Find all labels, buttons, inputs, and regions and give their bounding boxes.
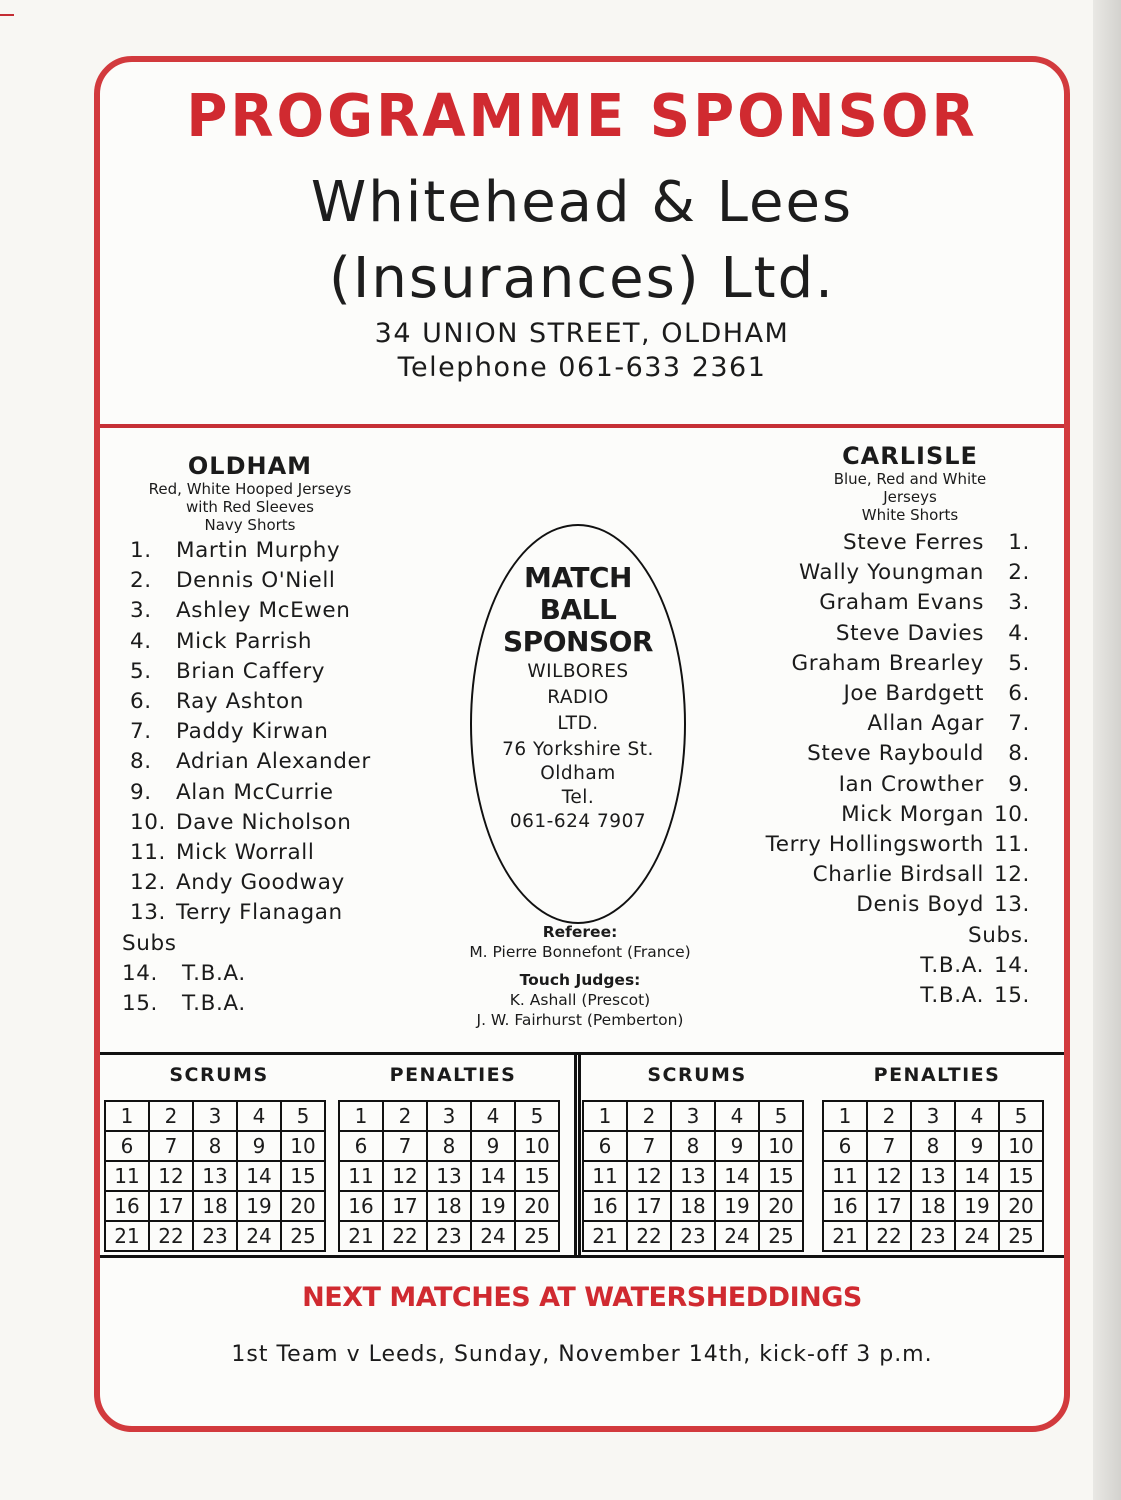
tally-row bbox=[583, 1101, 803, 1131]
tally-rule bbox=[100, 1052, 1064, 1055]
home-player-name: Mick Parrish bbox=[176, 628, 313, 654]
match-ball-sponsor-oval bbox=[470, 524, 686, 924]
home-kit-line3: Navy Shorts bbox=[204, 516, 296, 534]
away-team-name: CARLISLE bbox=[842, 442, 978, 470]
away-player-name: Steve Ferres bbox=[843, 530, 984, 555]
tally-cell[interactable]: 12 bbox=[627, 1161, 671, 1191]
tally-cell[interactable]: 17 bbox=[867, 1191, 911, 1221]
home-sub-row bbox=[122, 961, 246, 991]
tally-cell[interactable]: 21 bbox=[583, 1221, 627, 1251]
tally-cell[interactable]: 15 bbox=[515, 1161, 559, 1191]
tally-cell[interactable]: 5 bbox=[281, 1101, 325, 1131]
tally-cell[interactable]: 24 bbox=[955, 1221, 999, 1251]
away-player-number: 6. bbox=[1008, 681, 1030, 706]
tally-cell[interactable]: 7 bbox=[383, 1131, 427, 1161]
tally-cell[interactable]: 24 bbox=[471, 1221, 515, 1251]
tally-cell[interactable]: 4 bbox=[471, 1101, 515, 1131]
tally-rule bbox=[100, 1255, 1064, 1258]
tally-cell[interactable]: 19 bbox=[715, 1191, 759, 1221]
tally-row bbox=[823, 1191, 1043, 1221]
away-player-name: Denis Boyd bbox=[856, 892, 984, 918]
away-kit-line2: Jerseys bbox=[883, 488, 937, 506]
company-address: 34 UNION STREET, OLDHAM bbox=[374, 318, 790, 349]
home-player-name: Ashley McEwen bbox=[176, 598, 351, 624]
tally-cell[interactable]: 2 bbox=[149, 1101, 193, 1131]
home-player-row bbox=[130, 870, 345, 900]
away-player-row bbox=[730, 681, 1030, 706]
away-player-name: Steve Davies bbox=[835, 620, 984, 646]
tally-cell[interactable]: 18 bbox=[911, 1191, 955, 1221]
away-player-name: Graham Brearley bbox=[791, 650, 984, 676]
tally-cell[interactable]: 19 bbox=[955, 1191, 999, 1221]
tally-cell[interactable]: 12 bbox=[867, 1161, 911, 1191]
tally-cell[interactable]: 11 bbox=[105, 1161, 149, 1191]
tally-cell[interactable]: 8 bbox=[427, 1131, 471, 1161]
tally-cell[interactable]: 4 bbox=[715, 1101, 759, 1131]
tally-cell[interactable]: 20 bbox=[759, 1191, 803, 1221]
home-player-number: 5. bbox=[130, 658, 152, 684]
home-scrums-grid bbox=[104, 1100, 326, 1252]
tally-cell[interactable]: 21 bbox=[823, 1221, 867, 1251]
home-player-number: 3. bbox=[130, 598, 152, 624]
tally-cell[interactable]: 4 bbox=[955, 1101, 999, 1131]
home-player-number: 11. bbox=[130, 840, 166, 865]
tally-cell[interactable]: 12 bbox=[149, 1161, 193, 1191]
away-player-name: Ian Crowther bbox=[838, 771, 984, 797]
tally-cell[interactable]: 5 bbox=[999, 1101, 1043, 1131]
away-player-row bbox=[730, 560, 1030, 585]
home-player-row bbox=[130, 568, 336, 598]
tally-cell[interactable]: 23 bbox=[671, 1221, 715, 1251]
tally-cell[interactable]: 3 bbox=[427, 1101, 471, 1131]
away-player-name: Wally Youngman bbox=[798, 560, 984, 586]
match-ball-line1: WILBORES bbox=[527, 661, 629, 682]
tally-cell[interactable]: 15 bbox=[281, 1161, 325, 1191]
match-ball-line3: LTD. bbox=[557, 713, 599, 734]
home-player-number: 12. bbox=[130, 870, 166, 896]
tally-rule bbox=[574, 1052, 577, 1255]
home-player-number: 6. bbox=[130, 689, 152, 714]
programme-sponsor-title: PROGRAMME SPONSOR bbox=[186, 82, 978, 151]
tally-cell[interactable]: 9 bbox=[715, 1131, 759, 1161]
home-player-name: Adrian Alexander bbox=[176, 749, 371, 775]
tally-cell[interactable]: 2 bbox=[383, 1101, 427, 1131]
away-player-number: 9. bbox=[1008, 771, 1030, 797]
home-player-number: 2. bbox=[130, 568, 152, 594]
touch-judge-1: K. Ashall (Prescot) bbox=[509, 991, 651, 1009]
tally-cell[interactable]: 7 bbox=[149, 1131, 193, 1161]
home-sub-number: 14. bbox=[122, 960, 158, 986]
company-name-line2: (Insurances) Ltd. bbox=[329, 246, 835, 311]
tally-cell[interactable]: 23 bbox=[193, 1221, 237, 1251]
officials-block bbox=[430, 922, 730, 1030]
company-name-line1: Whitehead & Lees bbox=[310, 170, 854, 235]
tally-cell[interactable]: 15 bbox=[759, 1161, 803, 1191]
home-sub-row bbox=[122, 991, 246, 1021]
match-ball-head3: SPONSOR bbox=[503, 625, 653, 658]
tally-row bbox=[823, 1221, 1043, 1251]
tally-cell[interactable]: 16 bbox=[339, 1191, 383, 1221]
tally-cell[interactable]: 11 bbox=[339, 1161, 383, 1191]
tally-cell[interactable]: 8 bbox=[671, 1131, 715, 1161]
header-divider bbox=[100, 424, 1064, 428]
tally-row bbox=[105, 1161, 325, 1191]
tally-cell[interactable]: 19 bbox=[237, 1191, 281, 1221]
tally-cell[interactable]: 3 bbox=[671, 1101, 715, 1131]
tally-row bbox=[823, 1161, 1043, 1191]
home-player-row bbox=[130, 659, 325, 689]
home-player-name: Mick Worrall bbox=[176, 840, 315, 865]
tally-row bbox=[339, 1191, 559, 1221]
away-player-name: Graham Evans bbox=[819, 590, 984, 616]
away-sub-row bbox=[730, 983, 1030, 1008]
away-penalties-grid bbox=[822, 1100, 1044, 1252]
tally-cell[interactable]: 22 bbox=[867, 1221, 911, 1251]
home-player-row bbox=[130, 840, 314, 870]
away-player-name: Charlie Birdsall bbox=[812, 862, 984, 888]
tally-cell[interactable]: 6 bbox=[105, 1131, 149, 1161]
tally-cell[interactable]: 14 bbox=[955, 1161, 999, 1191]
tally-cell[interactable]: 3 bbox=[911, 1101, 955, 1131]
home-kit-line1: Red, White Hooped Jerseys bbox=[148, 480, 352, 498]
tally-cell[interactable]: 14 bbox=[715, 1161, 759, 1191]
tally-cell[interactable]: 20 bbox=[515, 1191, 559, 1221]
tally-cell[interactable]: 8 bbox=[193, 1131, 237, 1161]
home-player-number: 8. bbox=[130, 749, 152, 775]
programme-frame bbox=[94, 56, 1070, 1432]
touch-judges-label: Touch Judges: bbox=[519, 971, 641, 989]
home-player-row bbox=[130, 598, 351, 628]
home-player-number: 1. bbox=[130, 538, 152, 563]
tally-cell[interactable]: 12 bbox=[383, 1161, 427, 1191]
tally-row bbox=[339, 1131, 559, 1161]
home-player-name: Brian Caffery bbox=[176, 658, 326, 684]
tally-cell[interactable]: 6 bbox=[583, 1131, 627, 1161]
away-player-number: 1. bbox=[1008, 530, 1030, 555]
home-player-number: 13. bbox=[130, 900, 166, 926]
referee-name: M. Pierre Bonnefont (France) bbox=[469, 943, 691, 961]
touch-judge-2: J. W. Fairhurst (Pemberton) bbox=[476, 1011, 684, 1029]
tally-cell[interactable]: 9 bbox=[955, 1131, 999, 1161]
away-player-number: 2. bbox=[1008, 560, 1030, 586]
home-subs-label: Subs bbox=[122, 930, 177, 956]
tally-cell[interactable]: 11 bbox=[823, 1161, 867, 1191]
away-penalties-heading: PENALTIES bbox=[873, 1064, 1001, 1086]
away-sub-number: 14. bbox=[994, 952, 1030, 978]
home-scrums-heading: SCRUMS bbox=[169, 1064, 269, 1086]
away-player-row bbox=[730, 741, 1030, 766]
tally-cell[interactable]: 21 bbox=[339, 1221, 383, 1251]
home-penalties-heading: PENALTIES bbox=[389, 1064, 517, 1086]
away-subs-label: Subs. bbox=[968, 922, 1030, 948]
tally-row bbox=[583, 1131, 803, 1161]
match-ball-line2: RADIO bbox=[547, 687, 609, 708]
tally-cell[interactable]: 10 bbox=[999, 1131, 1043, 1161]
referee-label: Referee: bbox=[542, 923, 618, 941]
tally-cell[interactable]: 18 bbox=[193, 1191, 237, 1221]
home-player-row bbox=[130, 749, 371, 779]
tally-cell[interactable]: 1 bbox=[339, 1101, 383, 1131]
home-sub-name: T.B.A. bbox=[182, 991, 246, 1016]
away-player-number: 8. bbox=[1008, 741, 1030, 767]
home-player-name: Terry Flanagan bbox=[176, 900, 343, 926]
tally-cell[interactable]: 20 bbox=[999, 1191, 1043, 1221]
home-player-row bbox=[130, 780, 334, 810]
tally-row bbox=[339, 1221, 559, 1251]
tally-row bbox=[583, 1161, 803, 1191]
home-player-row bbox=[130, 538, 340, 568]
away-player-row bbox=[730, 862, 1030, 887]
tally-cell[interactable]: 13 bbox=[671, 1161, 715, 1191]
tally-cell[interactable]: 5 bbox=[515, 1101, 559, 1131]
away-player-row bbox=[730, 621, 1030, 646]
away-player-row bbox=[730, 802, 1030, 827]
tally-row bbox=[339, 1161, 559, 1191]
away-player-row bbox=[730, 590, 1030, 615]
home-team-block bbox=[120, 452, 380, 534]
tally-cell[interactable]: 9 bbox=[471, 1131, 515, 1161]
away-player-row bbox=[730, 530, 1030, 555]
home-player-row bbox=[130, 900, 343, 930]
home-player-name: Dave Nicholson bbox=[176, 809, 352, 835]
tally-cell[interactable]: 8 bbox=[911, 1131, 955, 1161]
tally-cell[interactable]: 17 bbox=[149, 1191, 193, 1221]
tally-cell[interactable]: 20 bbox=[281, 1191, 325, 1221]
match-ball-line4: 76 Yorkshire St. bbox=[502, 739, 654, 760]
away-player-name: Joe Bardgett bbox=[843, 681, 984, 706]
home-player-row bbox=[130, 629, 312, 659]
tally-cell[interactable]: 6 bbox=[339, 1131, 383, 1161]
home-player-name: Ray Ashton bbox=[176, 689, 304, 714]
tally-cell[interactable]: 17 bbox=[627, 1191, 671, 1221]
tally-row bbox=[105, 1131, 325, 1161]
away-scrums-grid bbox=[582, 1100, 804, 1252]
home-kit-line2: with Red Sleeves bbox=[186, 498, 314, 516]
away-player-row bbox=[730, 892, 1030, 917]
home-player-row bbox=[130, 810, 352, 840]
tally-cell[interactable]: 4 bbox=[237, 1101, 281, 1131]
tally-cell[interactable]: 1 bbox=[583, 1101, 627, 1131]
match-ball-line5: Oldham bbox=[540, 763, 616, 784]
home-player-name: Alan McCurrie bbox=[176, 779, 334, 805]
home-player-number: 10. bbox=[130, 809, 166, 835]
home-sub-name: T.B.A. bbox=[182, 960, 246, 986]
tally-cell[interactable]: 13 bbox=[193, 1161, 237, 1191]
away-player-number: 3. bbox=[1008, 590, 1030, 616]
tally-cell[interactable]: 14 bbox=[471, 1161, 515, 1191]
tally-cell[interactable]: 1 bbox=[823, 1101, 867, 1131]
tally-cell[interactable]: 22 bbox=[383, 1221, 427, 1251]
corner-mark bbox=[0, 14, 14, 16]
tally-cell[interactable]: 13 bbox=[911, 1161, 955, 1191]
away-player-number: 5. bbox=[1008, 650, 1030, 676]
tally-row bbox=[823, 1131, 1043, 1161]
tally-cell[interactable]: 15 bbox=[999, 1161, 1043, 1191]
home-team-name: OLDHAM bbox=[187, 452, 313, 480]
home-player-name: Dennis O'Niell bbox=[176, 568, 336, 594]
match-ball-head2: BALL bbox=[539, 593, 617, 626]
away-player-number: 10. bbox=[994, 801, 1030, 827]
tally-cell[interactable]: 22 bbox=[149, 1221, 193, 1251]
tally-cell[interactable]: 19 bbox=[471, 1191, 515, 1221]
away-player-number: 13. bbox=[994, 892, 1030, 918]
home-player-name: Martin Murphy bbox=[176, 538, 341, 563]
tally-cell[interactable]: 24 bbox=[715, 1221, 759, 1251]
tally-cell[interactable]: 3 bbox=[193, 1101, 237, 1131]
away-sub-number: 15. bbox=[994, 983, 1030, 1008]
tally-row bbox=[105, 1191, 325, 1221]
tally-cell[interactable]: 5 bbox=[759, 1101, 803, 1131]
away-player-name: Terry Hollingsworth bbox=[765, 832, 984, 857]
home-player-row bbox=[130, 689, 304, 719]
tally-cell[interactable]: 25 bbox=[759, 1221, 803, 1251]
away-player-name: Allan Agar bbox=[867, 711, 984, 737]
tally-cell[interactable]: 11 bbox=[583, 1161, 627, 1191]
tally-cell[interactable]: 16 bbox=[105, 1191, 149, 1221]
away-sub-name: T.B.A. bbox=[920, 983, 984, 1008]
home-player-row bbox=[130, 719, 329, 749]
away-sub-row bbox=[730, 953, 1030, 978]
tally-cell[interactable]: 14 bbox=[237, 1161, 281, 1191]
away-player-row bbox=[730, 711, 1030, 736]
home-player-name: Paddy Kirwan bbox=[176, 719, 329, 745]
away-kit-line1: Blue, Red and White bbox=[833, 470, 987, 488]
away-team-block bbox=[790, 442, 1030, 524]
tally-cell[interactable]: 25 bbox=[515, 1221, 559, 1251]
tally-cell[interactable]: 13 bbox=[427, 1161, 471, 1191]
away-player-number: 7. bbox=[1008, 711, 1030, 737]
away-kit-line3: White Shorts bbox=[861, 506, 959, 524]
away-player-number: 4. bbox=[1008, 620, 1030, 646]
home-penalties-grid bbox=[338, 1100, 560, 1252]
company-telephone: Telephone 061-633 2361 bbox=[397, 352, 767, 383]
tally-cell[interactable]: 18 bbox=[427, 1191, 471, 1221]
tally-cell[interactable]: 9 bbox=[237, 1131, 281, 1161]
tally-row bbox=[105, 1221, 325, 1251]
tally-cell[interactable]: 10 bbox=[759, 1131, 803, 1161]
match-ball-head1: MATCH bbox=[524, 561, 632, 594]
tally-cell[interactable]: 24 bbox=[237, 1221, 281, 1251]
home-player-name: Andy Goodway bbox=[176, 870, 345, 896]
away-scrums-heading: SCRUMS bbox=[647, 1064, 747, 1086]
away-sub-name: T.B.A. bbox=[920, 952, 984, 978]
home-sub-number: 15. bbox=[122, 991, 158, 1016]
tally-row bbox=[583, 1191, 803, 1221]
away-player-row bbox=[730, 772, 1030, 797]
away-player-name: Mick Morgan bbox=[841, 801, 984, 827]
tally-cell[interactable]: 10 bbox=[515, 1131, 559, 1161]
tally-cell[interactable]: 21 bbox=[105, 1221, 149, 1251]
away-player-row bbox=[730, 651, 1030, 676]
home-player-number: 4. bbox=[130, 628, 152, 654]
away-player-name: Steve Raybould bbox=[807, 741, 984, 767]
match-ball-line6: Tel. bbox=[561, 787, 595, 808]
tally-cell[interactable]: 17 bbox=[383, 1191, 427, 1221]
tally-cell[interactable]: 18 bbox=[671, 1191, 715, 1221]
tally-cell[interactable]: 16 bbox=[823, 1191, 867, 1221]
tally-cell[interactable]: 2 bbox=[627, 1101, 671, 1131]
tally-row bbox=[823, 1101, 1043, 1131]
tally-cell[interactable]: 23 bbox=[427, 1221, 471, 1251]
home-player-number: 9. bbox=[130, 779, 152, 805]
tally-cell[interactable]: 6 bbox=[823, 1131, 867, 1161]
away-player-number: 11. bbox=[994, 832, 1030, 857]
tally-row bbox=[583, 1221, 803, 1251]
tally-cell[interactable]: 25 bbox=[999, 1221, 1043, 1251]
page-edge bbox=[1093, 0, 1121, 1500]
tally-cell[interactable]: 10 bbox=[281, 1131, 325, 1161]
tally-rule bbox=[578, 1052, 581, 1255]
tally-cell[interactable]: 1 bbox=[105, 1101, 149, 1131]
tally-cell[interactable]: 22 bbox=[627, 1221, 671, 1251]
tally-row bbox=[339, 1101, 559, 1131]
tally-cell[interactable]: 25 bbox=[281, 1221, 325, 1251]
home-player-number: 7. bbox=[130, 719, 152, 745]
match-ball-line7: 061-624 7907 bbox=[509, 811, 647, 832]
tally-cell[interactable]: 7 bbox=[627, 1131, 671, 1161]
tally-cell[interactable]: 2 bbox=[867, 1101, 911, 1131]
tally-cell[interactable]: 23 bbox=[911, 1221, 955, 1251]
tally-row bbox=[105, 1101, 325, 1131]
away-player-row bbox=[730, 832, 1030, 857]
tally-cell[interactable]: 7 bbox=[867, 1131, 911, 1161]
away-player-number: 12. bbox=[994, 862, 1030, 888]
next-fixture: 1st Team v Leeds, Sunday, November 14th, kick-off 3 p.m. bbox=[231, 1342, 933, 1367]
next-matches-heading: NEXT MATCHES AT WATERSHEDDINGS bbox=[302, 1282, 862, 1313]
tally-cell[interactable]: 16 bbox=[583, 1191, 627, 1221]
